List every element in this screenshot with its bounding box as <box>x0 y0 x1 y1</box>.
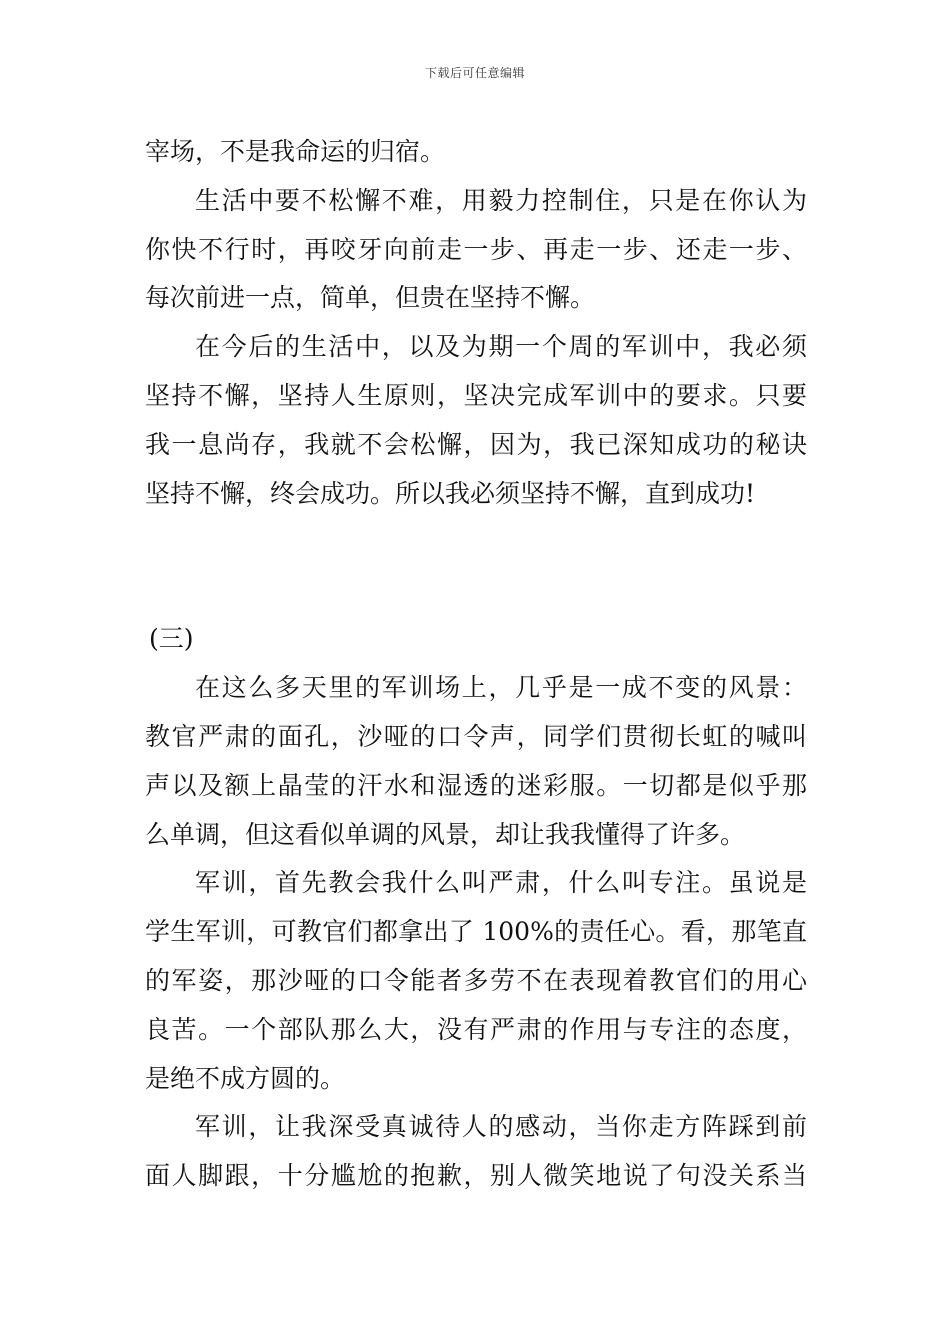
document-body <box>145 128 807 1201</box>
section-spacer <box>145 518 807 615</box>
section-heading: (三) <box>149 624 194 654</box>
text-line: 每次前进一点，简单，但贵在坚持不懈。 <box>145 283 596 313</box>
text-line: 我一息尚存，我就不会松懈，因为，我已深知成功的秘诀 <box>145 429 807 459</box>
text-line: 坚持不懈，终会成功。所以我必须坚持不懈，直到成功! <box>145 478 756 508</box>
text-line: 声以及额上晶莹的汗水和湿透的迷彩服。一切都是似乎那 <box>145 770 807 800</box>
text-line: 良苦。一个部队那么大，没有严肃的作用与专注的态度， <box>145 1014 807 1044</box>
text-line: 坚持不懈，坚持人生原则，坚决完成军训中的要求。只要 <box>145 380 807 410</box>
text-line: 学生军训，可教官们都拿出了 100%的责任心。看，那笔直 <box>145 917 807 947</box>
text-line: 是绝不成方圆的。 <box>145 1063 346 1093</box>
text-line: 宰场，不是我命运的归宿。 <box>145 137 446 166</box>
text-line: 教官严肃的面孔，沙哑的口令声，同学们贯彻长虹的喊叫 <box>145 721 807 751</box>
text-line: 军训，让我深受真诚待人的感动，当你走方阵踩到前 <box>195 1112 807 1142</box>
text-line: 么单调，但这看似单调的风景，却让我我懂得了许多。 <box>145 819 746 849</box>
text-line: 在今后的生活中，以及为期一个周的军训中，我必须 <box>195 332 807 362</box>
text-line: 你快不行时，再咬牙向前走一步、再走一步、还走一步、 <box>145 234 807 264</box>
page-header: 下载后可任意编辑 <box>424 66 525 80</box>
text-line: 面人脚跟，十分尴尬的抱歉，别人微笑地说了句没关系当 <box>145 1161 807 1191</box>
text-line: 军训，首先教会我什么叫严肃，什么叫专注。虽说是 <box>195 868 807 898</box>
text-line: 的军姿，那沙哑的口令能者多劳不在表现着教官们的用心 <box>145 965 807 995</box>
text-line: 生活中要不松懈不难，用毅力控制住，只是在你认为 <box>195 185 807 215</box>
text-line: 在这么多天里的军训场上，几乎是一成不变的风景： <box>195 673 807 703</box>
